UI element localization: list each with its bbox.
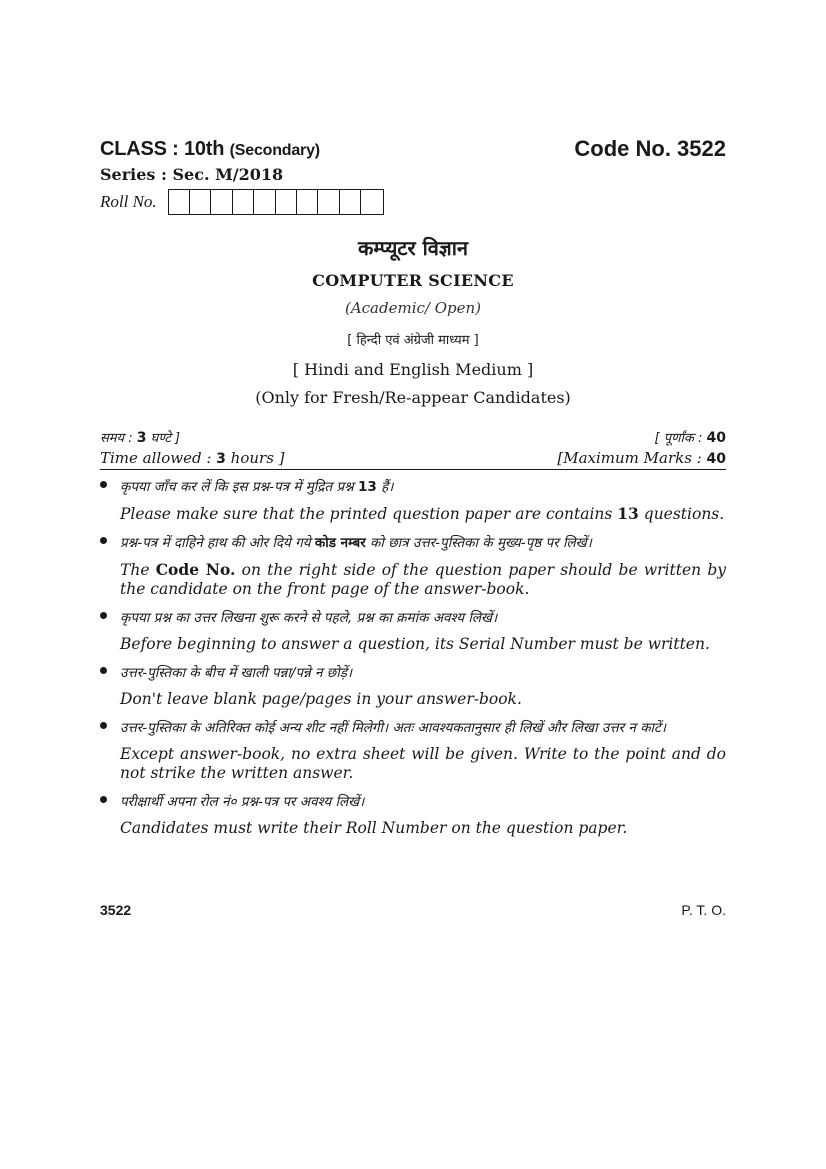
page-footer	[100, 902, 726, 918]
time-allowed-english: Time allowed : 3 hours ]	[100, 449, 285, 467]
instruction-english: Before beginning to answer a question, its Serial Number must be written.	[120, 635, 710, 653]
pto-label: P. T. O.	[681, 902, 726, 918]
roll-number-boxes[interactable]	[168, 189, 384, 215]
roll-digit-box[interactable]	[233, 190, 254, 214]
medium-hindi: [ हिन्दी एवं अंग्रेजी माध्यम ]	[347, 333, 479, 348]
time-row-hindi	[100, 428, 726, 446]
roll-label: Roll No.	[100, 192, 157, 211]
subject-title-english: COMPUTER SCIENCE	[312, 271, 514, 290]
roll-digit-box[interactable]	[318, 190, 339, 214]
roll-number-row	[100, 190, 384, 214]
series-label: Series : Sec. M/2018	[100, 165, 284, 184]
bullet-icon	[100, 612, 107, 619]
bullet-icon	[100, 796, 107, 803]
instruction-hindi: प्रश्न-पत्र में दाहिने हाथ की ओर दिये गये कोड नम्बर को छात्र उत्तर-पुस्तिका के मुख्य-पृष्ठ पर लिखें।	[120, 535, 592, 551]
bullet-icon	[100, 667, 107, 674]
instruction-item	[100, 607, 726, 654]
code-number: Code No. 3522	[574, 136, 726, 161]
medium-english: [ Hindi and English Medium ]	[292, 360, 534, 379]
instruction-hindi: उत्तर-पुस्तिका के अतिरिक्त कोई अन्य शीट नहीं मिलेगी। अतः आवश्यकतानुसार ही लिखें और लिखा उत्तर न काटें।	[120, 720, 666, 736]
max-marks-hindi: [ पूर्णांक : 40	[654, 430, 726, 446]
subject-type: (Academic/ Open)	[344, 299, 482, 317]
instruction-english: Except answer-book, no extra sheet will be given. Write to the point and do not strike the written answer.	[120, 745, 726, 782]
bullet-icon	[100, 537, 107, 544]
instructions-list	[100, 476, 726, 846]
bullet-icon	[100, 481, 107, 488]
class-suffix: (Secondary)	[229, 142, 320, 159]
roll-digit-box[interactable]	[254, 190, 275, 214]
instruction-hindi: कृपया प्रश्न का उत्तर लिखना शुरू करने से पहले, प्रश्न का क्रमांक अवश्य लिखें।	[120, 610, 498, 626]
instruction-english: The Code No. on the right side of the question paper should be written by the candidate on the front page of the answer-book.	[120, 560, 727, 598]
instruction-hindi: उत्तर-पुस्तिका के बीच में खाली पन्ना/पन्ने न छोड़ें।	[120, 665, 353, 681]
time-row-english	[100, 449, 726, 470]
instruction-item	[100, 476, 726, 524]
roll-digit-box[interactable]	[276, 190, 297, 214]
instruction-english: Don't leave blank page/pages in your answer-book.	[120, 690, 522, 708]
instruction-item	[100, 717, 726, 783]
roll-digit-box[interactable]	[211, 190, 232, 214]
class-label: CLASS : 10th	[100, 138, 225, 160]
roll-digit-box[interactable]	[361, 190, 382, 214]
instruction-hindi: परीक्षार्थी अपना रोल नं० प्रश्न-पत्र पर अवश्य लिखें।	[120, 794, 365, 810]
instruction-english: Candidates must write their Roll Number on the question paper.	[120, 819, 628, 837]
footer-code: 3522	[100, 902, 132, 918]
instruction-item	[100, 662, 726, 709]
instruction-item	[100, 791, 726, 838]
instruction-item	[100, 532, 726, 599]
roll-digit-box[interactable]	[297, 190, 318, 214]
candidates-note: (Only for Fresh/Re-appear Candidates)	[255, 388, 571, 407]
instruction-hindi: कृपया जाँच कर लें कि इस प्रश्न-पत्र में मुद्रित प्रश्न 13 हैं।	[120, 479, 394, 495]
instruction-english: Please make sure that the printed question paper are contains 13 questions.	[120, 504, 725, 523]
time-allowed-hindi: समय : 3 घण्टे ]	[100, 430, 181, 446]
roll-digit-box[interactable]	[169, 190, 190, 214]
subject-title-hindi: कम्प्यूटर विज्ञान	[358, 236, 468, 260]
roll-digit-box[interactable]	[340, 190, 361, 214]
max-marks-english: [Maximum Marks : 40	[557, 449, 726, 467]
roll-digit-box[interactable]	[190, 190, 211, 214]
bullet-icon	[100, 722, 107, 729]
class-heading	[100, 138, 320, 161]
